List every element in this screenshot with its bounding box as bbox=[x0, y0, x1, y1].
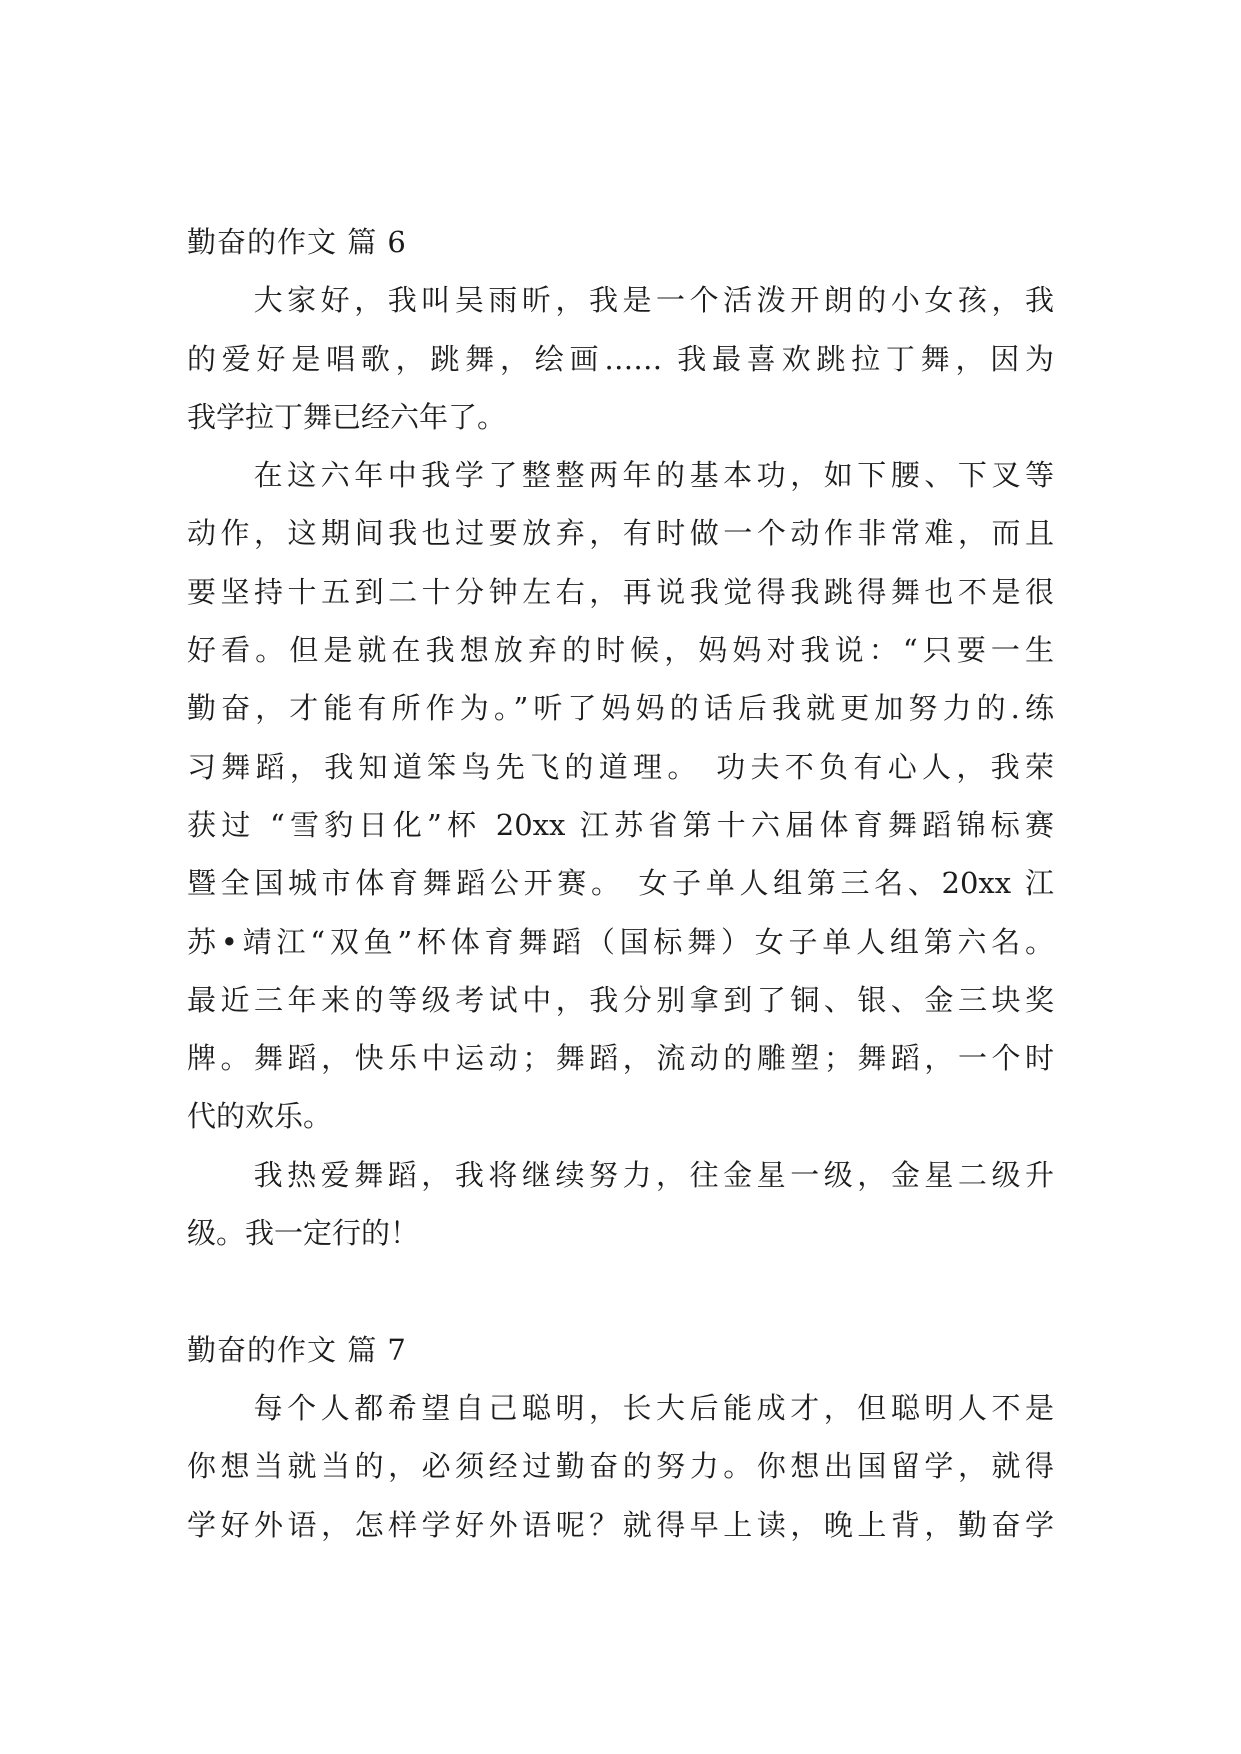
paragraph-line: 动作，这期间我也过要放弃，有时做一个动作非常难，而且 bbox=[187, 516, 1054, 551]
paragraph-line: 我学拉丁舞已经六年了。 bbox=[187, 399, 507, 434]
paragraph-line: 每个人都希望自己聪明，长大后能成才，但聪明人不是 bbox=[253, 1390, 1054, 1425]
paragraph-line: 大家好，我叫吴雨昕，我是一个活泼开朗的小女孩，我 bbox=[253, 283, 1054, 318]
paragraph bbox=[187, 446, 1054, 1146]
paragraph-line: 习舞蹈，我知道笨鸟先飞的道理。 功夫不负有心人，我荣 bbox=[187, 749, 1054, 784]
paragraph-line: 在这六年中我学了整整两年的基本功，如下腰、下叉等 bbox=[253, 458, 1054, 493]
paragraph-line: 暨全国城市体育舞蹈公开赛。 女子单人组第三名、20xx 江 bbox=[187, 866, 1054, 901]
blank-line bbox=[187, 1262, 1054, 1320]
paragraph bbox=[187, 271, 1054, 446]
paragraph-line: 要坚持十五到二十分钟左右，再说我觉得我跳得舞也不是很 bbox=[187, 574, 1054, 609]
paragraph-line: 的爱好是唱歌，跳舞，绘画…… 我最喜欢跳拉丁舞，因为 bbox=[187, 341, 1054, 376]
essay-heading: 勤奋的作文 篇 6 bbox=[187, 225, 407, 259]
paragraph bbox=[187, 1379, 1054, 1554]
paragraph-line: 学好外语，怎样学好外语呢？就得早上读，晚上背，勤奋学 bbox=[187, 1507, 1054, 1542]
document-body bbox=[187, 213, 1054, 1554]
paragraph-line: 代的欢乐。 bbox=[187, 1099, 333, 1134]
paragraph-line: 好看。但是就在我想放弃的时候，妈妈对我说：“只要一生 bbox=[187, 633, 1054, 668]
paragraph-line: 牌。舞蹈，快乐中运动；舞蹈，流动的雕塑；舞蹈，一个时 bbox=[187, 1041, 1054, 1076]
essay-heading: 勤奋的作文 篇 7 bbox=[187, 1332, 407, 1367]
paragraph-line: 勤奋，才能有所作为。”听了妈妈的话后我就更加努力的.练 bbox=[187, 691, 1054, 726]
paragraph-line: 我热爱舞蹈，我将继续努力，往金星一级，金星二级升 bbox=[253, 1157, 1054, 1192]
paragraph-line: 你想当就当的，必须经过勤奋的努力。你想出国留学，就得 bbox=[187, 1449, 1054, 1484]
paragraph-line: 最近三年来的等级考试中，我分别拿到了铜、银、金三块奖 bbox=[187, 982, 1054, 1017]
paragraph-line: 获过 “雪豹日化”杯 20xx 江苏省第十六届体育舞蹈锦标赛 bbox=[187, 807, 1054, 842]
paragraph-line: 级。我一定行的！ bbox=[187, 1216, 420, 1251]
paragraph bbox=[187, 1146, 1054, 1263]
paragraph-line: 苏•靖江“双鱼”杯体育舞蹈（国标舞）女子单人组第六名。 bbox=[187, 924, 1054, 959]
